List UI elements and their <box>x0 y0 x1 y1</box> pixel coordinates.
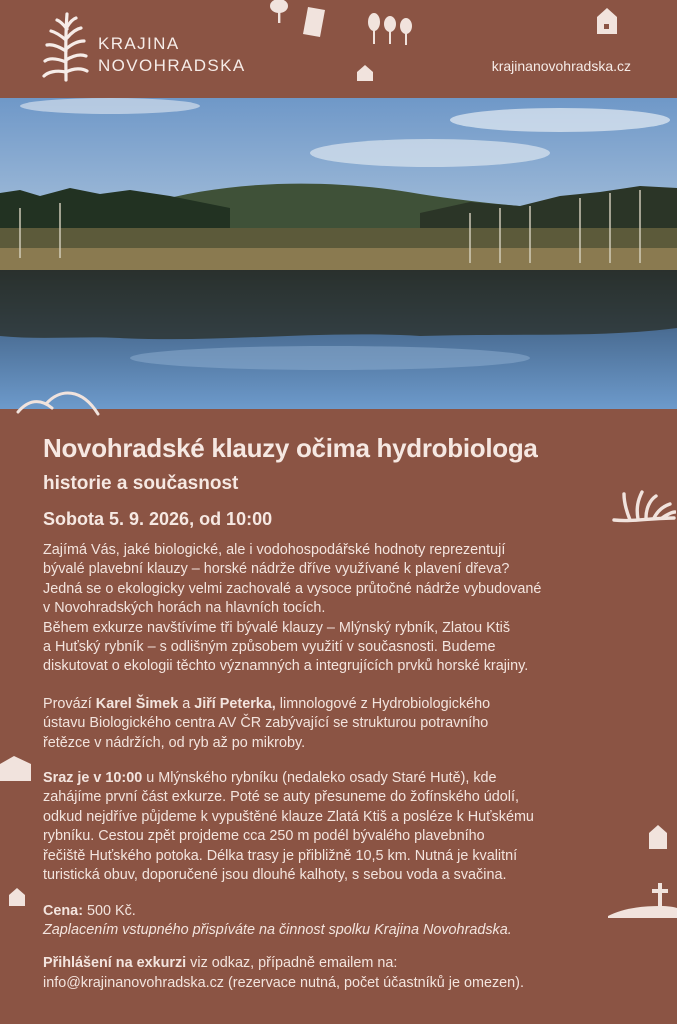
meeting-details: u Mlýnského rybníku (nedaleko osady Staré Hutě), kde zahájíme první část exkurze. Poté se auty přesuneme do žofínského údolí, odkud nejdříve půjdeme k vypuštěné klauze Zlatá Ktiš a posléze k Huťskému rybníku. Cestou zpět projdeme cca 250 m podél bývalého plavebního řečiště Huťského potoka. Délka trasy je přibližně 10,5 km. Nutná je kvalitní turistická obuv, doporučené jsou dlouhé kalhoty, s sebou voda a svačina. <box>43 770 534 884</box>
house-icon <box>596 7 618 35</box>
guides-paragraph <box>43 695 653 753</box>
price-paragraph <box>43 902 653 941</box>
meeting-time: Sraz je v 10:00 <box>43 770 143 787</box>
website-link[interactable]: krajinanovohradska.cz <box>491 58 631 74</box>
price-label: Cena: <box>43 902 83 919</box>
guide-name-1: Karel Šimek <box>95 695 179 712</box>
signup-details[interactable]: viz odkaz, případně emailem na: info@krajinanovohradska.cz (rezervace nutná, počet účastníků je omezen). <box>43 955 524 991</box>
intro-paragraph: Zajímá Vás, jaké biologické, ale i vodohospodářské hodnoty reprezentují bývalé plavební klauzy – horské nádrže dříve využívané k plavení dřeva? Jedná se o ekologicky velmi zachovalé a vysoce průtočné nádrže vybudované v Novohradských horách na hlavních tocích. Během exkurze navštívíme tři bývalé klauzy – Mlýnský rybník, Zlatou Ktiš a Huťský rybník – s odlišným způsobem využití v současnosti. Budeme diskutovat o ekologii těchto významných a integrujících prvků horské krajiny. <box>43 542 542 675</box>
house-small-left-icon <box>8 887 26 907</box>
logo-line-2: NOVOHRADSKA <box>98 56 246 75</box>
trees-icon <box>366 12 414 46</box>
small-house-icon <box>356 64 374 82</box>
logo-fern-icon <box>40 10 90 82</box>
event-date: Sobota 5. 9. 2026, od 10:00 <box>43 509 273 529</box>
hills-outline-icon <box>16 390 102 418</box>
signup-paragraph <box>43 954 653 993</box>
logo-wordmark <box>98 33 246 77</box>
price-note: Zaplacením vstupného přispíváte na činnost spolku Krajina Novohradska. <box>43 921 512 938</box>
guide-name-2: Jiří Peterka, <box>194 695 276 712</box>
logo-line-1: KRAJINA <box>98 34 180 53</box>
tree-icon <box>268 0 290 24</box>
meeting-paragraph <box>43 769 653 885</box>
header <box>0 0 677 98</box>
landscape-photo <box>0 98 677 409</box>
event-title: Novohradské klauzy očima hydrobiologa <box>43 433 538 463</box>
house-left-icon <box>0 756 32 782</box>
guides-and: a <box>178 695 195 712</box>
signup-label: Přihlášení na exkurzi <box>43 955 187 972</box>
price-value: 500 Kč. <box>82 902 136 919</box>
event-subtitle: historie a současnost <box>43 473 239 494</box>
guides-description: limnologové z Hydrobiologického ústavu Biologického centra AV ČR zabývající se strukturou potravního řetězce v nádržích, od ryb až po mikroby. <box>43 695 491 751</box>
signpost-icon <box>302 6 326 38</box>
event-content <box>43 433 653 993</box>
guides-prefix: Provází <box>43 695 96 712</box>
